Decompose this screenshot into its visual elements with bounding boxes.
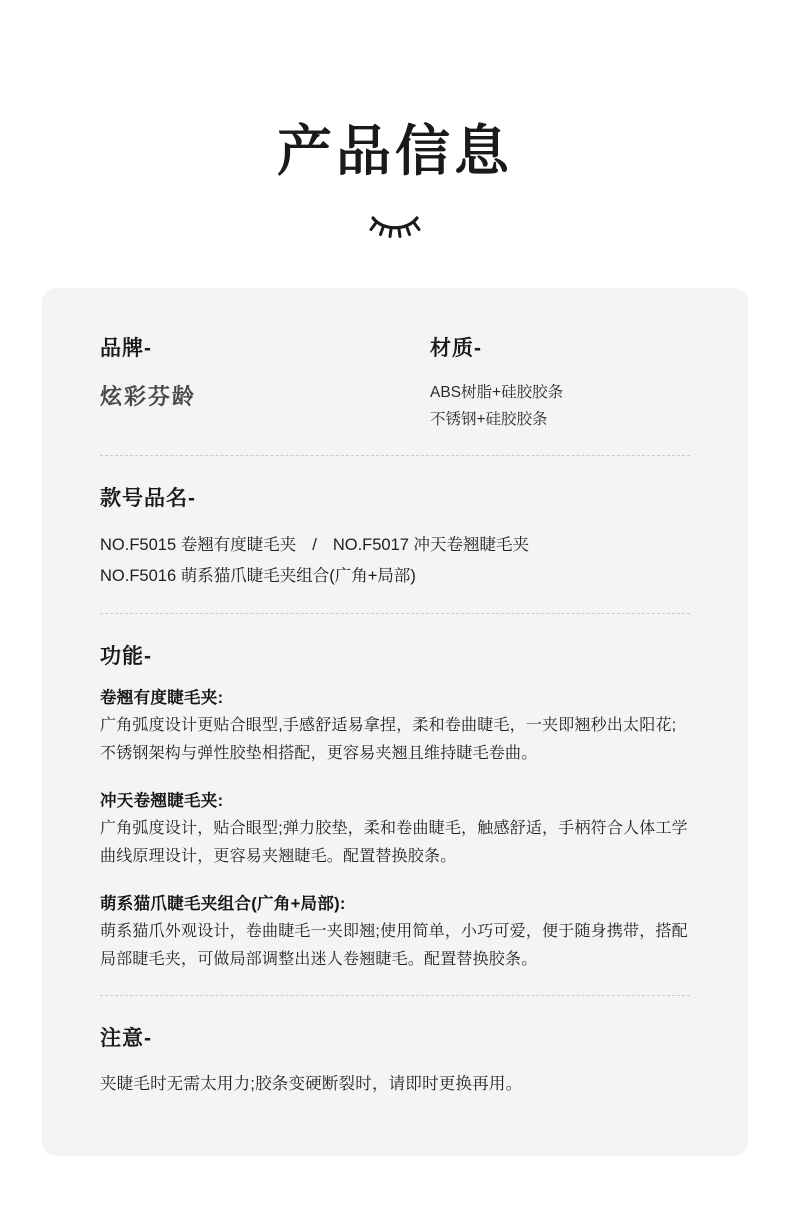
- notice-body: 夹睫毛时无需太用力;胶条变硬断裂时，请即时更换再用。: [100, 1075, 523, 1094]
- page-title: 产品信息: [276, 120, 513, 182]
- notice-label: 注意-: [100, 1027, 152, 1051]
- material-label: 材质-: [430, 337, 482, 360]
- function-body: 萌系猫爪外观设计，卷曲睫毛一夹即翘;使用简单，小巧可爱，便于随身携带，搭配局部睫毛夹，可做局部调整出迷人卷翘睫毛。配置替换胶条。: [100, 923, 688, 968]
- section-notice: [100, 1022, 690, 1098]
- section-brand-material: [100, 332, 690, 455]
- material-line-2: 不锈钢+硅胶胶条: [430, 410, 548, 428]
- function-body: 广角弧度设计，贴合眼型;弹力胶垫，柔和卷曲睫毛，触感舒适，手柄符合人体工学曲线原理设计，更容易夹翘睫毛。配置替换胶条。: [100, 820, 688, 865]
- function-item: [100, 890, 690, 973]
- material-block: [430, 332, 690, 433]
- brand-value: 炫彩芬龄: [100, 384, 197, 409]
- model-f5015: NO.F5015 卷翘有度睫毛夹: [100, 536, 297, 555]
- function-item: [100, 684, 690, 767]
- function-heading: 萌系猫爪睫毛夹组合(广角+局部):: [100, 895, 346, 914]
- product-info-card: [42, 288, 748, 1156]
- models-line-1: [100, 530, 690, 561]
- section-functions: [100, 640, 690, 995]
- divider-1: [100, 455, 690, 456]
- page-header: [0, 0, 790, 240]
- models-line-2: NO.F5016 萌系猫爪睫毛夹组合(广角+局部): [100, 566, 416, 585]
- brand-block: [100, 332, 430, 411]
- function-item: [100, 787, 690, 870]
- function-body: 广角弧度设计更贴合眼型,手感舒适易拿捏，柔和卷曲睫毛，一夹即翘秒出太阳花;不锈钢架构与弹性胶垫相搭配，更容易夹翘且维持睫毛卷曲。: [100, 717, 677, 762]
- brand-label: 品牌-: [100, 337, 152, 360]
- divider-3: [100, 995, 690, 996]
- section-models: [100, 482, 690, 613]
- function-heading: 卷翘有度睫毛夹:: [100, 689, 224, 708]
- eyelash-icon: [0, 210, 790, 240]
- material-line-1: ABS树脂+硅胶胶条: [430, 384, 564, 401]
- functions-label: 功能-: [100, 645, 152, 669]
- divider-2: [100, 613, 690, 614]
- model-f5017: NO.F5017 冲天卷翘睫毛夹: [332, 536, 530, 555]
- model-separator: /: [312, 536, 317, 555]
- models-label: 款号品名-: [100, 487, 196, 511]
- function-heading: 冲天卷翘睫毛夹:: [100, 792, 224, 811]
